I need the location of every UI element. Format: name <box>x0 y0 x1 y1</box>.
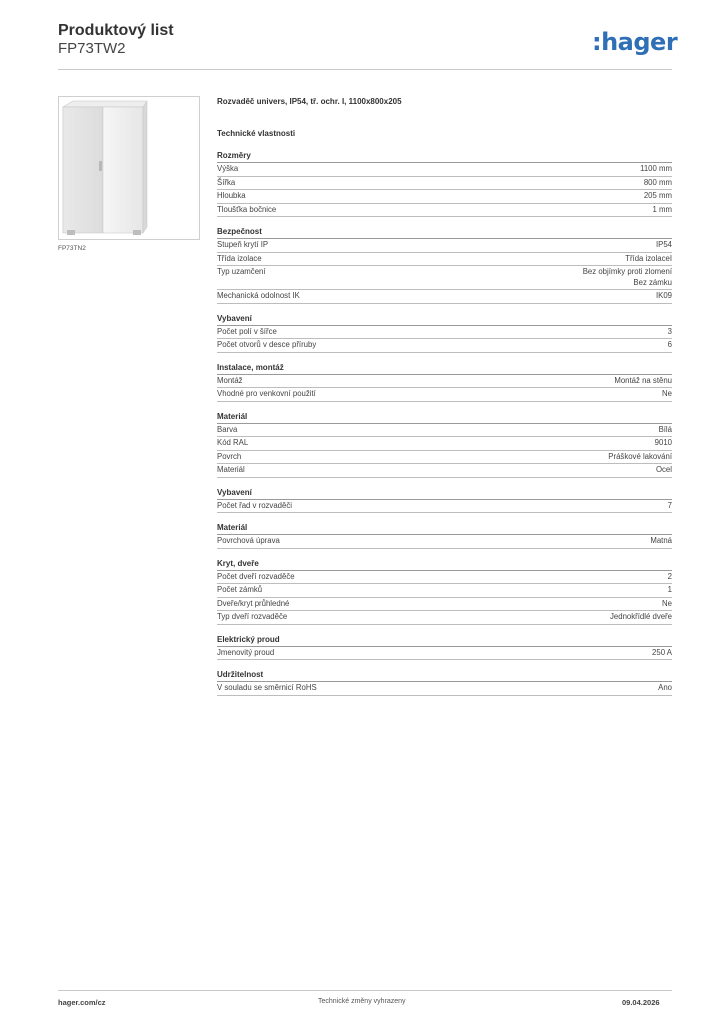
spec-section <box>217 558 672 625</box>
spec-section <box>217 669 672 696</box>
spec-row <box>217 571 672 585</box>
spec-row <box>217 598 672 612</box>
spec-sections <box>217 150 672 696</box>
spec-label: Typ uzamčení <box>217 267 266 276</box>
spec-row <box>217 451 672 465</box>
spec-label: Vhodné pro venkovní použití <box>217 389 316 398</box>
spec-row <box>217 239 672 253</box>
spec-value-group <box>668 501 672 512</box>
spec-label: Tloušťka bočnice <box>217 204 277 214</box>
spec-section <box>217 411 672 478</box>
spec-value-group <box>662 599 672 610</box>
spec-value: 9010 <box>654 438 672 447</box>
spec-label: Počet dveří rozvaděče <box>217 571 295 581</box>
spec-value-group <box>659 425 672 436</box>
product-description: Rozvaděč univers, IP54, tř. ochr. I, 1100x800x205 <box>217 97 402 106</box>
spec-section <box>217 313 672 353</box>
spec-value-group <box>644 178 672 189</box>
spec-value-group <box>668 340 672 351</box>
spec-label: Typ dveří rozvaděče <box>217 612 288 621</box>
footer-date: 09.04.2026 <box>622 998 660 1007</box>
section-title: Rozměry <box>217 150 672 163</box>
spec-value: IP54 <box>655 240 672 249</box>
section-title: Bezpečnost <box>217 226 672 239</box>
spec-section <box>217 362 672 402</box>
spec-label: Mechanická odolnost IK <box>217 291 300 300</box>
spec-value: 800 mm <box>643 177 672 187</box>
spec-row <box>217 584 672 598</box>
spec-value-group <box>650 536 672 547</box>
spec-label: Kód RAL <box>217 438 249 447</box>
spec-value-group <box>668 585 672 596</box>
image-caption: FP73TN2 <box>58 245 86 252</box>
spec-label: Barva <box>217 424 238 434</box>
spec-value: Bílá <box>658 424 672 434</box>
spec-row <box>217 611 672 625</box>
spec-value: Montáž na stěnu <box>614 375 672 385</box>
spec-row <box>217 290 672 304</box>
spec-value-group <box>656 240 672 251</box>
spec-value: Matná <box>650 536 672 545</box>
spec-value-group <box>653 205 673 216</box>
spec-value: 6 <box>667 340 672 349</box>
section-title: Vybavení <box>217 487 672 500</box>
footer-notice: Technické změny vyhrazeny <box>318 998 406 1005</box>
spec-value: 1100 mm <box>640 164 672 173</box>
spec-label: Počet otvorů v desce příruby <box>217 340 317 349</box>
spec-value-secondary: Bez zámku <box>633 277 672 287</box>
spec-row <box>217 339 672 353</box>
spec-value-group <box>668 572 672 583</box>
hager-logo: :hager <box>592 28 678 56</box>
spec-row <box>217 190 672 204</box>
spec-row <box>217 375 672 389</box>
spec-value-group <box>608 452 672 463</box>
spec-row <box>217 437 672 451</box>
section-title: Vybavení <box>217 313 672 326</box>
spec-row <box>217 326 672 340</box>
spec-section <box>217 522 672 549</box>
spec-label: Výška <box>217 164 239 173</box>
spec-row <box>217 253 672 267</box>
spec-label: Materiál <box>217 465 245 474</box>
spec-value: 1 <box>667 585 672 594</box>
section-title: Materiál <box>217 522 672 535</box>
spec-value-group <box>625 254 672 265</box>
spec-value-group <box>656 465 672 476</box>
spec-value: Práškové lakování <box>608 451 672 461</box>
spec-value-group <box>610 612 672 623</box>
spec-row <box>217 204 672 218</box>
spec-label: V souladu se směrnicí RoHS <box>217 683 317 692</box>
section-title: Udržitelnost <box>217 669 672 682</box>
spec-value: 2 <box>667 571 672 581</box>
spec-row <box>217 500 672 514</box>
spec-value: 7 <box>667 500 672 510</box>
spec-value: 1 mm <box>652 204 672 214</box>
spec-value-group <box>668 327 672 338</box>
spec-value-group <box>652 648 672 659</box>
section-title: Elektrický proud <box>217 634 672 647</box>
footer-website-link[interactable]: hager.com/cz <box>58 998 106 1007</box>
spec-label: Dveře/kryt průhledné <box>217 598 290 608</box>
spec-value: Ocel <box>655 465 672 474</box>
spec-value-group <box>583 267 672 288</box>
footer-divider <box>58 990 672 991</box>
section-title: Instalace, montáž <box>217 362 672 375</box>
spec-row <box>217 177 672 191</box>
spec-value-group <box>614 376 672 387</box>
spec-value-group <box>655 438 672 449</box>
spec-row <box>217 647 672 661</box>
tech-heading: Technické vlastnosti <box>217 129 296 138</box>
spec-label: Jmenovitý proud <box>217 647 275 657</box>
spec-label: Povrch <box>217 451 242 461</box>
spec-value: Ne <box>662 389 672 398</box>
spec-value: Ano <box>658 683 672 692</box>
spec-value: 3 <box>667 326 672 336</box>
spec-row <box>217 535 672 549</box>
spec-section <box>217 634 672 661</box>
spec-value-group <box>644 191 672 202</box>
document-title: Produktový list <box>58 22 174 39</box>
spec-value-group <box>662 389 672 400</box>
spec-label: Šířka <box>217 177 236 187</box>
spec-value: Jednokřídlé dveře <box>610 612 672 621</box>
spec-section <box>217 150 672 217</box>
spec-value: Ne <box>662 598 672 608</box>
section-title: Materiál <box>217 411 672 424</box>
spec-value: IK09 <box>655 291 672 300</box>
spec-label: Stupeň krytí IP <box>217 240 269 249</box>
spec-row <box>217 388 672 402</box>
spec-label: Počet zámků <box>217 585 263 594</box>
spec-label: Počet polí v šířce <box>217 326 277 336</box>
spec-row <box>217 464 672 478</box>
spec-value: Třída izolaceI <box>625 253 672 263</box>
spec-value: 205 mm <box>643 191 672 200</box>
spec-value: 250 A <box>652 647 672 657</box>
spec-value-group <box>656 291 672 302</box>
product-image <box>58 96 200 240</box>
spec-section <box>217 487 672 514</box>
spec-label: Montáž <box>217 375 243 385</box>
spec-label: Počet řad v rozvaděči <box>217 500 292 510</box>
spec-label: Hloubka <box>217 191 246 200</box>
spec-value-group <box>640 164 672 175</box>
spec-row <box>217 424 672 438</box>
header-divider <box>58 69 672 70</box>
product-code: FP73TW2 <box>58 40 126 57</box>
spec-row <box>217 163 672 177</box>
spec-content <box>217 96 672 705</box>
cabinet-illustration <box>59 97 199 239</box>
spec-section <box>217 226 672 304</box>
section-title: Kryt, dveře <box>217 558 672 571</box>
spec-value: Bez objímky proti zlomení <box>582 267 672 276</box>
spec-label: Povrchová úprava <box>217 536 280 545</box>
spec-row <box>217 682 672 696</box>
spec-value-group <box>658 683 672 694</box>
spec-label: Třída izolace <box>217 253 262 263</box>
spec-row <box>217 266 672 290</box>
